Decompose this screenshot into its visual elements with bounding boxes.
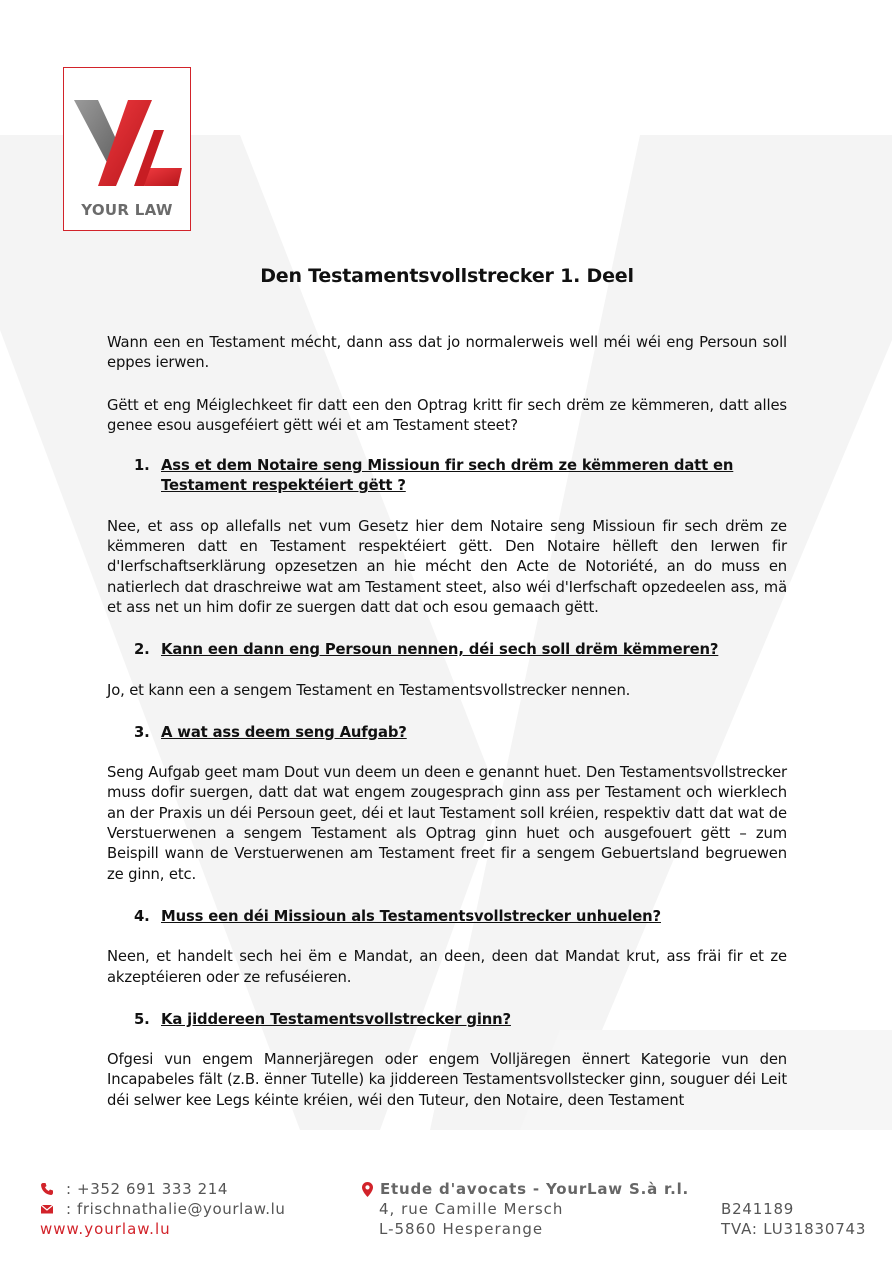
firm-name: Etude d'avocats - YourLaw S.à r.l. xyxy=(380,1180,690,1198)
register-number: B241189 xyxy=(721,1200,795,1218)
phone-icon xyxy=(40,1182,54,1196)
answer-5: Ofgesi vun engem Mannerjäregen oder engem Volljäregen ënnert Kategorie vun den Incapabeles fält (z.B. ënner Tutelle) ka jiddereen Testamentsvollstecker ginn, souguer déi Leit déi selwer kee Legs kéinte kréien, wéi den Tuteur, den Notaire, deen Testament xyxy=(107,1051,787,1109)
footer-registration xyxy=(721,1199,866,1239)
footer-contact xyxy=(40,1179,285,1239)
street-address: 4, rue Camille Mersch xyxy=(379,1200,564,1218)
question-3 xyxy=(107,723,787,743)
logo-text: YOUR LAW xyxy=(81,201,173,219)
answer-1: Nee, et ass op allefalls net vum Gesetz hier dem Notaire seng Missioun fir sech drëm ze këmmeren datt en Testament respektéiert gëtt. Den Notaire hëlleft den Ierwen fir d'Ierfschaftserklärung opzesetzen an hie mécht den Acte de Notoriété, an do muss en natierlech dat draschreiwe wat am Testament steet, also wéi d'Ierfschaft opzedeelen ass, mä et ass net un him dofir ze suergen datt dat och esou gemaach gëtt. xyxy=(107,517,787,616)
email-address[interactable]: : frischnathalie@yourlaw.lu xyxy=(66,1200,286,1218)
answer-4: Neen, et handelt sech hei ëm e Mandat, an deen, deen dat Mandat krut, ass fräi fir et ze akzeptéieren oder ze refuséieren. xyxy=(107,948,787,986)
footer-firm-row xyxy=(362,1179,689,1199)
intro-paragraph-2: Gëtt et eng Méiglechkeet fir datt een den Optrag kritt fir sech drëm ze këmmeren, datt alles genee esou ausgeféiert gëtt wéi et am Testament steet? xyxy=(107,396,787,434)
question-number: 5. xyxy=(134,1010,150,1028)
question-1 xyxy=(107,456,787,497)
question-text: Ka jiddereen Testamentsvollstrecker ginn? xyxy=(161,1010,511,1028)
question-4 xyxy=(107,907,787,927)
phone-number[interactable]: : +352 691 333 214 xyxy=(66,1180,229,1198)
footer-website xyxy=(40,1219,285,1239)
question-text: Ass et dem Notaire seng Missioun fir sech drëm ze këmmeren datt en Testament respektéiert gëtt ? xyxy=(161,457,734,495)
footer-phone xyxy=(40,1179,285,1199)
question-2 xyxy=(107,640,787,660)
footer-email xyxy=(40,1199,285,1219)
footer-address xyxy=(362,1179,689,1239)
website-link[interactable]: www.yourlaw.lu xyxy=(40,1220,171,1238)
city-address: L-5860 Hesperange xyxy=(379,1220,544,1238)
yl-monogram-icon xyxy=(72,90,184,195)
answer-3: Seng Aufgab geet mam Dout vun deem un deen e genannt huet. Den Testamentsvollstrecker muss dofir suergen, datt dat wat engem zougesprach ginn ass per Testament och wierklech an der Praxis un déi Persoun geet, déi et laut Testament soll kréien, respektiv datt dat wat de Verstuerwenen a sengem Testament als Optrag ginn huet och ausgefouert gëtt – zum Beispill wann de Verstuerwenen am Testament freet fir a sengem Gebuertsland begruewen ze ginn, etc. xyxy=(107,764,787,883)
question-number: 2. xyxy=(134,641,150,659)
mail-icon xyxy=(40,1202,54,1216)
answer-2: Jo, et kann een a sengem Testament en Testamentsvollstrecker nennen. xyxy=(107,681,631,699)
yourlaw-logo xyxy=(63,67,191,231)
question-5 xyxy=(107,1010,787,1030)
question-number: 4. xyxy=(134,907,150,925)
intro-paragraph-1: Wann een en Testament mécht, dann ass dat jo normalerweis well méi wéi eng Persoun soll eppes ierwen. xyxy=(107,334,787,372)
question-text: Kann een dann eng Persoun nennen, déi sech soll drëm këmmeren? xyxy=(161,641,719,659)
document-title: Den Testamentsvollstrecker 1. Deel xyxy=(260,265,634,287)
page-footer xyxy=(0,1175,892,1245)
question-text: Muss een déi Missioun als Testamentsvollstrecker unhuelen? xyxy=(161,907,661,925)
question-text: A wat ass deem seng Aufgab? xyxy=(161,723,407,741)
location-pin-icon xyxy=(362,1182,373,1197)
vat-number: TVA: LU31830743 xyxy=(721,1220,867,1238)
document-body xyxy=(107,265,787,1111)
question-number: 1. xyxy=(134,457,150,475)
question-number: 3. xyxy=(134,723,150,741)
